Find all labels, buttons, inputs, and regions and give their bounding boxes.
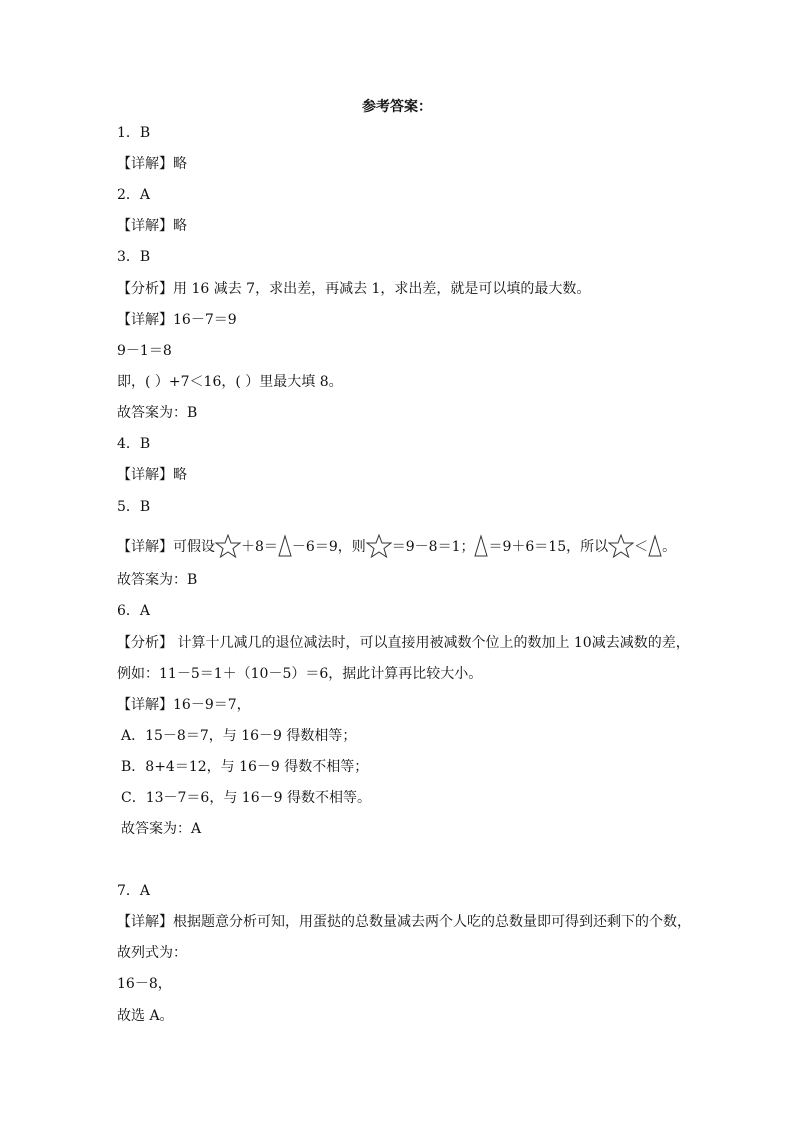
detail-q5-part1: 【详解】可假设 xyxy=(117,539,215,555)
answer-q7: 7．A xyxy=(117,883,151,899)
detail-q7-formula: 16－8， xyxy=(117,976,172,992)
answer-q6: 6．A xyxy=(117,603,151,619)
detail-q5-part3: －6＝9，则 xyxy=(291,539,366,555)
detail-q1: 【详解】略 xyxy=(117,156,187,172)
answer-q1: 1．B xyxy=(117,125,151,141)
detail-q7-formula-label: 故列式为： xyxy=(117,945,187,961)
detail-q5-part7: 。 xyxy=(662,539,677,555)
triangle-icon xyxy=(648,534,662,563)
detail-q5-part5: ＝9＋6＝15，所以 xyxy=(488,539,609,555)
detail-q7: 【详解】根据题意分析可知，用蛋挞的总数量减去两个人吃的总数量即可得到还剩下的个数， xyxy=(117,914,691,930)
detail-q3-step3: 即，( ）+7＜16，( ）里最大填 8。 xyxy=(117,374,343,390)
detail-q5-part4: ＝9－8＝1； xyxy=(391,539,475,555)
page-title: 参考答案： xyxy=(362,99,432,115)
star-icon xyxy=(366,534,392,563)
option-b-q6: B．8+4＝12，与 16－9 得数不相等； xyxy=(121,759,369,775)
triangle-icon xyxy=(474,534,488,563)
conclusion-q3: 故答案为：B xyxy=(117,405,198,421)
conclusion-q7: 故选 A。 xyxy=(117,1008,174,1024)
analysis-q6: 【分析】 计算十几减几的退位减法时，可以直接用被减数个位上的数加上 10减去减数的差， xyxy=(117,635,690,651)
detail-q5-part6: ＜ xyxy=(634,539,649,555)
analysis-q6-example: 例如：11－5＝1＋（10－5）＝6，据此计算再比较大小。 xyxy=(117,666,483,682)
answer-q2: 2．A xyxy=(117,187,151,203)
answer-q4: 4．B xyxy=(117,436,151,452)
detail-q5-part2: ＋8＝ xyxy=(241,539,278,555)
option-c-q6: C．13－7＝6，与 16－9 得数不相等。 xyxy=(121,790,371,806)
option-a-q6: A．15－8＝7，与 16－9 得数相等； xyxy=(121,728,357,744)
answer-q3: 3．B xyxy=(117,249,151,265)
detail-q4: 【详解】略 xyxy=(117,467,187,483)
star-icon xyxy=(215,534,241,563)
analysis-q3: 【分析】用 16 减去 7，求出差，再减去 1，求出差，就是可以填的最大数。 xyxy=(117,281,591,297)
answer-q5: 5．B xyxy=(117,499,151,515)
detail-q3-step2: 9－1＝8 xyxy=(117,343,172,359)
detail-q6: 【详解】16－9＝7， xyxy=(117,697,251,713)
conclusion-q5: 故答案为：B xyxy=(117,572,198,588)
conclusion-q6: 故答案为：A xyxy=(121,821,202,837)
detail-q5 xyxy=(117,534,676,563)
star-icon xyxy=(608,534,634,563)
detail-q2: 【详解】略 xyxy=(117,218,187,234)
detail-q3: 【详解】16－7＝9 xyxy=(117,312,237,328)
triangle-icon xyxy=(278,534,292,563)
